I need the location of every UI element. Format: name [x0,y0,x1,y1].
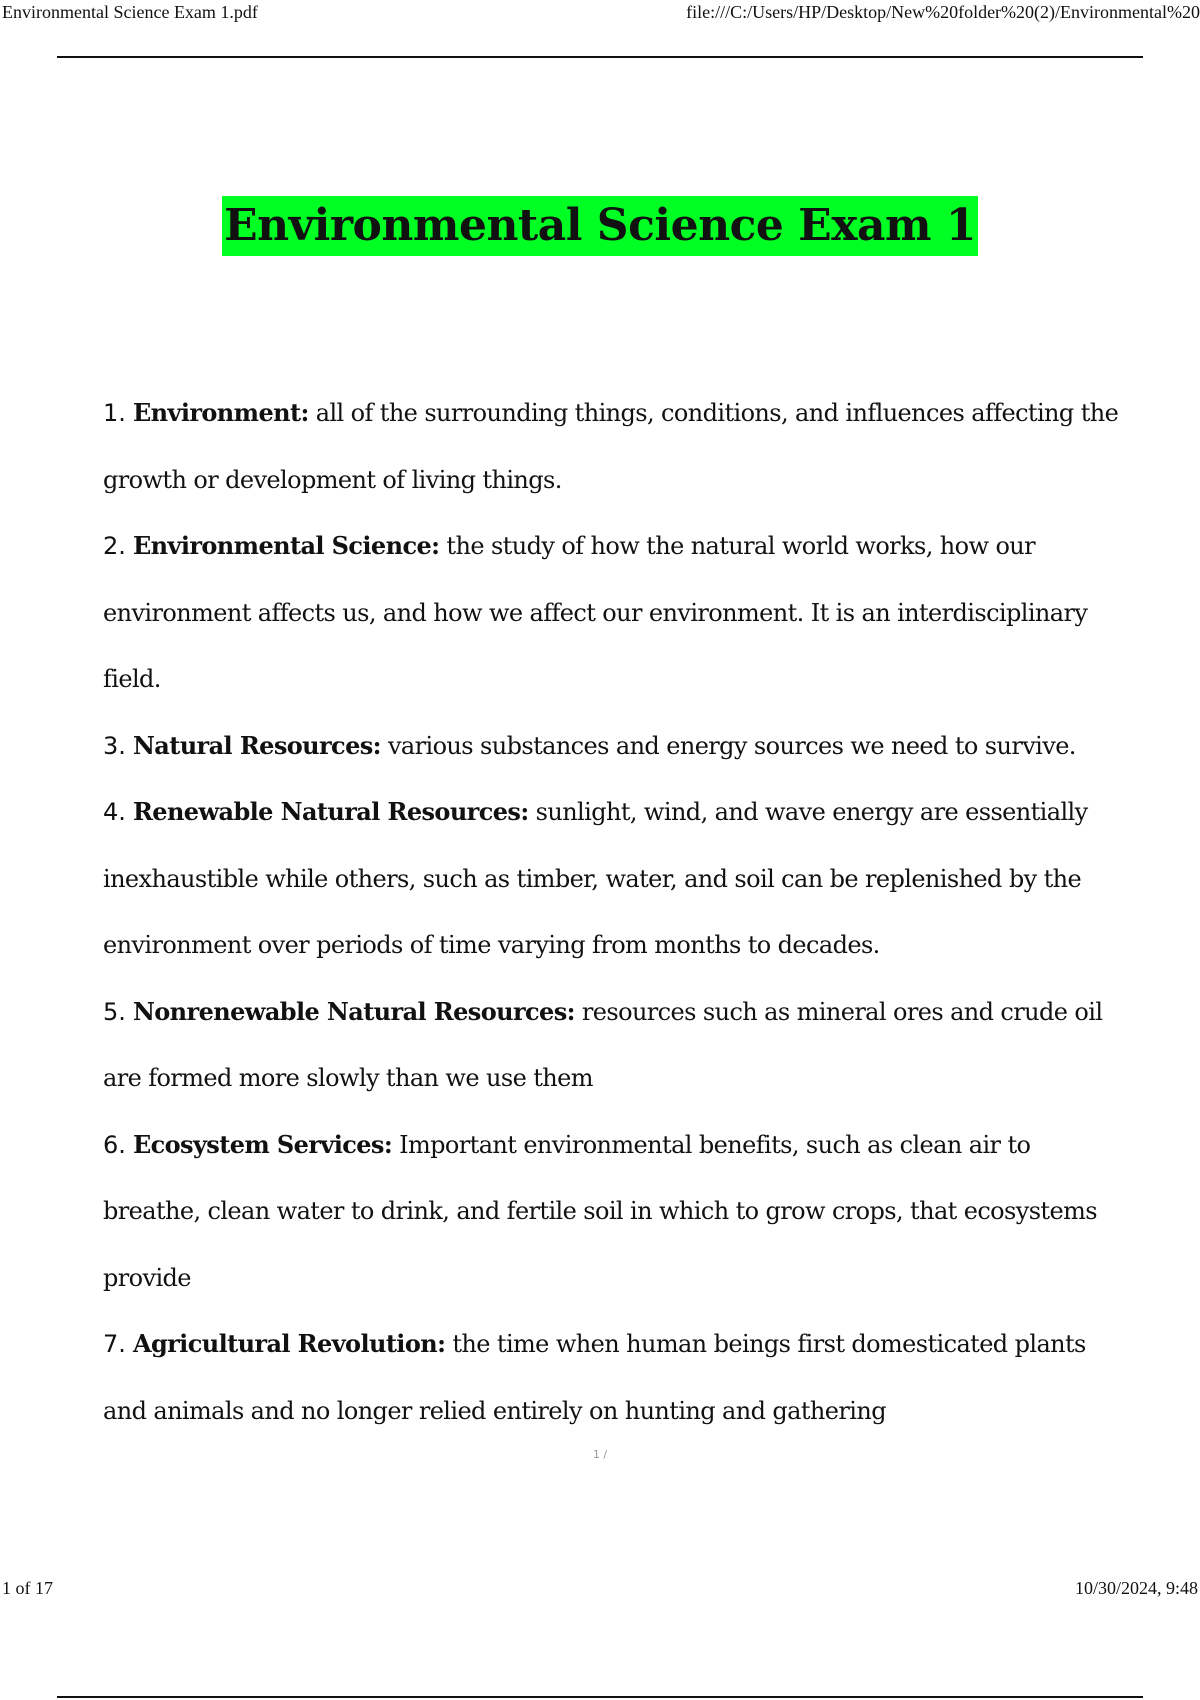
term-definition: various substances and energy sources we need to survive. [380,731,1076,760]
term-definition: all of the surrounding things, conditions, and influences affecting the growth or development of living things. [103,399,1119,494]
term-definition: the study of how the natural world works, how our environment affects us, and how we affect our environment. It is an interdisciplinary field. [103,532,1088,693]
term-number: 6. [103,1130,126,1159]
term-word: Environmental Science: [132,531,440,560]
page-title: Environmental Science Exam 1 [222,196,978,256]
document-filename: Environmental Science Exam 1.pdf [2,2,258,22]
term-number: 3. [103,731,126,760]
top-divider [57,56,1143,58]
term-item [103,779,1133,979]
term-number: 7. [103,1330,126,1358]
term-item [103,1311,1133,1444]
term-number: 5. [103,997,126,1026]
print-header [0,0,1200,30]
term-definition: the time when human beings first domesticated plants and animals and no longer relied entirely on hunting and gathering [103,1330,1086,1425]
term-word: Natural Resources: [132,730,381,760]
page-count: 1 of 17 [2,1578,53,1598]
term-definition: Important environmental benefits, such as clean air to breathe, clean water to drink, and fertile soil in which to grow crops, that ecosystems provide [103,1130,1097,1292]
bottom-divider [57,1696,1143,1698]
term-definition: sunlight, wind, and wave energy are essentially inexhaustible while others, such as timber, water, and soil can be replenished by the environment over periods of time varying from months to decades. [103,798,1088,959]
term-item [103,380,1133,513]
term-list [103,380,1133,1444]
term-item [103,1112,1133,1312]
term-definition: resources such as mineral ores and crude oil are formed more slowly than we use them [103,997,1103,1092]
term-number: 1. [103,399,126,427]
term-word: Nonrenewable Natural Resources: [132,996,575,1026]
term-word: Agricultural Revolution: [132,1329,446,1358]
term-word: Environment: [132,398,309,427]
term-item [103,713,1133,780]
page-stamp: 1 / [592,1448,608,1461]
term-number: 2. [103,532,126,560]
term-number: 4. [103,798,126,826]
term-item [103,979,1133,1112]
file-url: file:///C:/Users/HP/Desktop/New%20folder%20(2)/Environmental%20 [686,2,1200,22]
term-word: Renewable Natural Resources: [132,797,529,826]
term-item [103,513,1133,713]
term-word: Ecosystem Services: [132,1129,393,1159]
title-container [0,196,1200,256]
print-date: 10/30/2024, 9:48 [1074,1578,1198,1598]
